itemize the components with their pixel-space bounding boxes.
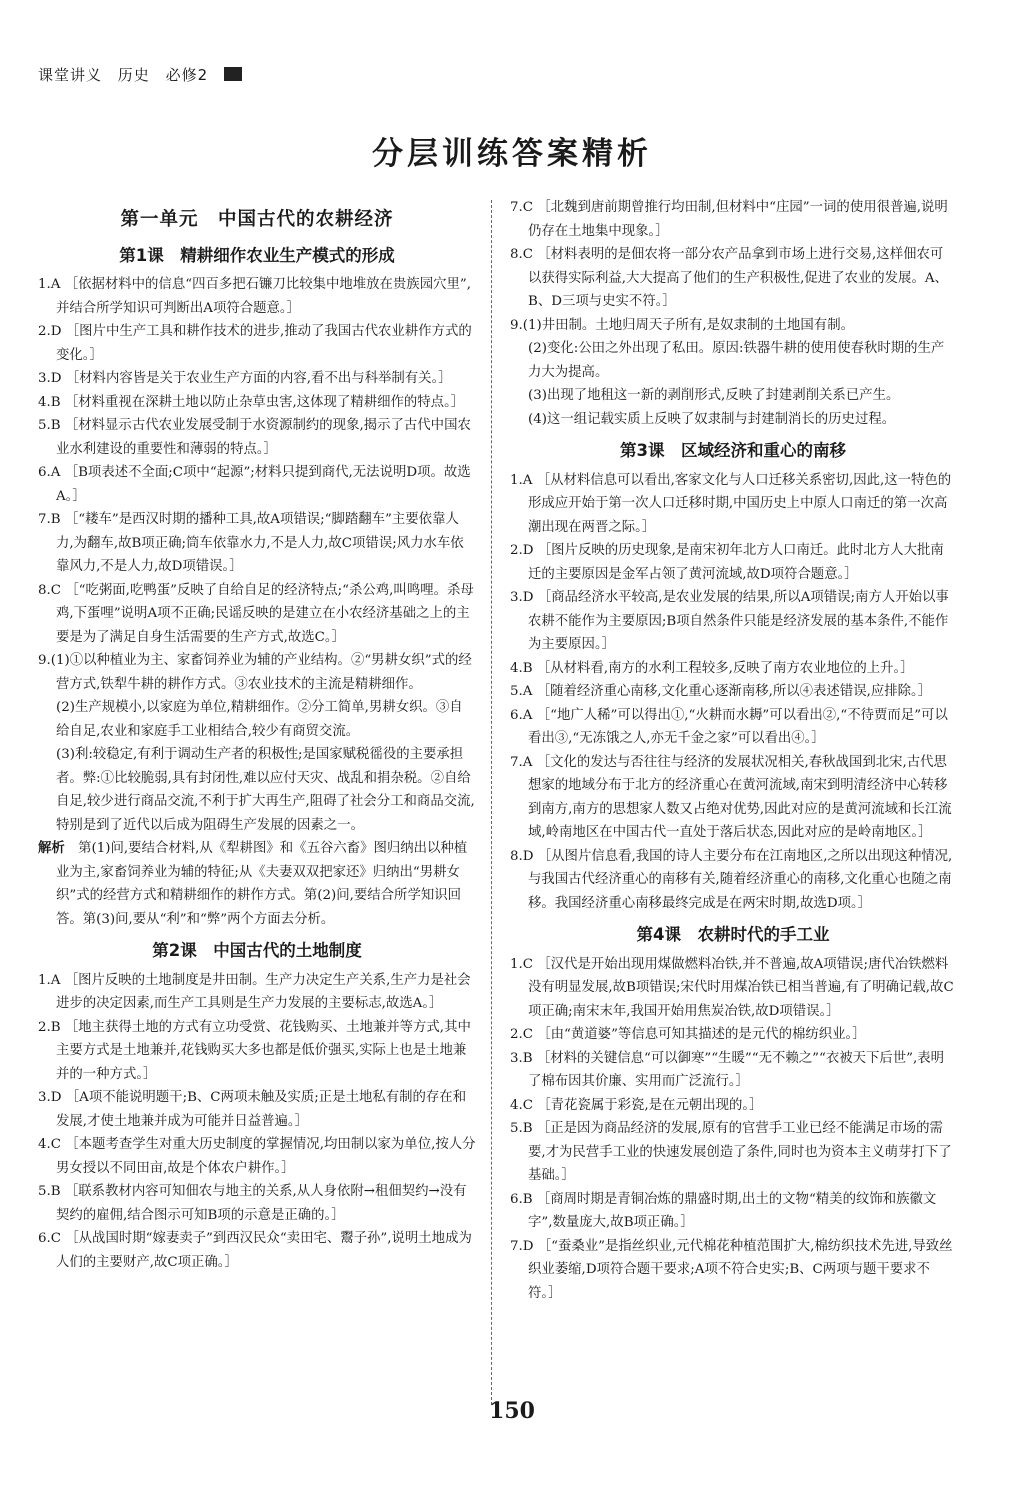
analysis-paragraph bbox=[38, 837, 476, 931]
header-subject: 历史 bbox=[117, 66, 150, 84]
lesson-2-title: 第2课 中国古代的土地制度 bbox=[152, 941, 362, 960]
answer-item: 6.A ［“地广人稀”可以得出①,“火耕而水耨”可以看出②,“不待贾而足”可以看出③,“无冻饿之人,亦无千金之家”可以看出④。］ bbox=[510, 707, 948, 746]
answer-subitem: (2)生产规模小,以家庭为单位,精耕细作。②分工简单,男耕女织。③自给自足,农业和家庭手工业相结合,较少有商贸交流。 bbox=[56, 700, 463, 739]
header-block-icon bbox=[224, 67, 242, 81]
answer-item: 5.A ［随着经济重心南移,文化重心逐渐南移,所以④表述错误,应排除。］ bbox=[510, 684, 932, 699]
analysis-label: 解析 bbox=[38, 840, 65, 856]
answer-item: 4.B ［从材料看,南方的水利工程较多,反映了南方农业地位的上升。］ bbox=[510, 660, 914, 676]
answer-item: 3.D ［商品经济水平较高,是农业发展的结果,所以A项错误;南方人开始以事农耕不能作为主要原因;B项自然条件只能是经济发展的基本条件,不能作为主要原因。］ bbox=[510, 590, 949, 652]
answer-item: 9.(1)①以种植业为主、家畜饲养业为辅的产业结构。②“男耕女织”式的经营方式,铁犁牛耕的耕作方式。③农业技术的主流是精耕细作。 bbox=[38, 653, 472, 692]
answer-subitem: (4)这一组记载实质上反映了奴隶制与封建制消长的历史过程。 bbox=[528, 411, 896, 427]
answer-subitem: (3)利:较稳定,有利于调动生产者的积极性;是国家赋税徭役的主要承担者。弊:①比较脆弱,具有封闭性,难以应付天灾、战乱和捐杂税。②自给自足,较少进行商品交流,不利于扩大再生产,阻碍了社会分工和商品交流,特别是到了近代以后成为阻碍生产发展的因素之一。 bbox=[56, 747, 475, 833]
answer-item: 6.C ［从战国时期“嫁妻卖子”到西汉民众“卖田宅、鬻子孙”,说明土地成为人们的主要财产,故C项正确。］ bbox=[38, 1231, 472, 1270]
page-title: 分层训练答案精析 bbox=[372, 136, 652, 172]
answer-item: 8.C ［“吃粥面,吃鸭蛋”反映了自给自足的经济特点;“杀公鸡,叫鸣哩。杀母鸡,下蛋哩”说明A项不正确;民谣反映的是建立在小农经济基础之上的主要是为了满足自身生活需要的生产方式,故选C。］ bbox=[38, 582, 474, 645]
answer-item: 2.C ［由“黄道婆”等信息可知其描述的是元代的棉纺织业。］ bbox=[510, 1027, 866, 1042]
answer-item: 8.C ［材料表明的是佃农将一部分农产品拿到市场上进行交易,这样佃农可以获得实际利益,大大提高了他们的生产积极性,促进了农业的发展。A、B、D三项与史实不符。］ bbox=[510, 247, 948, 309]
answer-item: 2.D ［图片反映的历史现象,是南宋初年北方人口南迁。此时北方人大批南迁的主要原因是金军占领了黄河流域,故D项符合题意。］ bbox=[510, 543, 944, 582]
answer-item: 7.B ［“耧车”是西汉时期的播种工具,故A项错误;“脚踏翻车”主要依靠人力,为翻车,故B项正确;筒车依靠水力,不是人力,故C项错误;风力水车依靠风力,不是人力,故D项错误。］ bbox=[38, 512, 464, 574]
page-number: 150 bbox=[489, 1398, 535, 1424]
column-divider bbox=[491, 200, 492, 1405]
answer-item: 5.B ［正是因为商品经济的发展,原有的官营手工业已经不能满足市场的需要,才为民营手工业的快速发展创造了条件,同时也为资本主义萌芽打下了基础。］ bbox=[510, 1121, 952, 1183]
header-volume: 必修2 bbox=[165, 66, 209, 84]
answer-item: 5.B ［联系教材内容可知佃农与地主的关系,从人身依附→租佃契约→没有契约的雇佣,结合图示可知B项的示意是正确的。］ bbox=[38, 1184, 467, 1223]
unit-title: 第一单元 中国古代的农耕经济 bbox=[120, 209, 394, 230]
answer-item: 1.A ［从材料信息可以看出,客家文化与人口迁移关系密切,因此,这一特色的形成应开始于第一次人口迁移时期,中国历史上中原人口南迁的第一次高潮出现在两晋之际。］ bbox=[510, 472, 952, 535]
answer-item: 3.B ［材料的关键信息“可以御寒”“生暖”“无不赖之”“衣被天下后世”,表明了棉布因其价廉、实用而广泛流行。］ bbox=[510, 1050, 945, 1089]
answer-item: 3.D ［材料内容皆是关于农业生产方面的内容,看不出与科举制有关。］ bbox=[38, 371, 452, 386]
header-book: 课堂讲义 bbox=[38, 66, 103, 84]
answer-item: 4.C ［青花瓷属于彩瓷,是在元朝出现的。］ bbox=[510, 1097, 763, 1113]
answer-item: 6.B ［商周时期是青铜冶炼的鼎盛时期,出土的文物“精美的纹饰和族徽文字”,数量庞大,故B项正确。］ bbox=[510, 1191, 937, 1230]
lesson-1-title: 第1课 精耕细作农业生产模式的形成 bbox=[119, 245, 395, 265]
answer-subitem: (2)变化:公田之外出现了私田。原因:铁器牛耕的使用使春秋时期的生产力大为提高。 bbox=[528, 341, 945, 380]
answer-item: 2.B ［地主获得土地的方式有立功受赏、花钱购买、土地兼并等方式,其中主要方式是土地兼并,花钱购买大多也都是低价强买,实际上也是土地兼并的一种方式。］ bbox=[38, 1019, 471, 1082]
analysis-text: 第(1)问,要结合材料,从《犁耕图》和《五谷六畜》图归纳出以种植业为主,家畜饲养业为辅的特征;从《夫妻双双把家还》归纳出“男耕女织”式的经营方式和精耕细作的耕作方式。第(2)问,要结合所学知识回答。第(3)问,要从“利”和“弊”两个方面去分析。 bbox=[56, 841, 468, 927]
answer-item: 1.A ［图片反映的土地制度是井田制。生产力决定生产关系,生产力是社会进步的决定因素,而生产工具则是生产力发展的主要标志,故选A。］ bbox=[38, 972, 471, 1011]
answer-item: 1.C ［汉代是开始出现用煤做燃料冶铁,并不普遍,故A项错误;唐代冶铁燃料没有明显发展,故B项错误;宋代时用煤冶铁已相当普遍,有了明确记载,故C项正确;南宋末年,我国开始用焦炭冶铁,故D项错误。］ bbox=[510, 956, 954, 1019]
answer-item: 5.B ［材料显示古代农业发展受制于水资源制约的现象,揭示了古代中国农业水利建设的重要性和薄弱的特点。］ bbox=[38, 418, 471, 457]
left-column bbox=[38, 200, 476, 1274]
answer-item: 7.D ［“蚕桑业”是指丝织业,元代棉花种植范围扩大,棉纺织技术先进,导致丝织业萎缩,D项符合题干要求;A项不符合史实;B、C两项与题干要求不符。］ bbox=[510, 1238, 953, 1301]
running-header bbox=[38, 64, 242, 85]
answer-item: 6.A ［B项表述不全面;C项中“起源”;材料只提到商代,无法说明D项。故选A。］ bbox=[38, 465, 471, 504]
answer-item: 9.(1)井田制。土地归周天子所有,是奴隶制的土地国有制。 bbox=[510, 317, 854, 333]
answer-item: 8.D ［从图片信息看,我国的诗人主要分布在江南地区,之所以出现这种情况,与我国古代经济重心的南移有关,随着经济重心的南移,文化重心也随之南移。我国经济重心南移最终完成是在两宋时期,故选D项。］ bbox=[510, 848, 953, 911]
lesson-3-title: 第3课 区域经济和重心的南移 bbox=[620, 441, 846, 460]
answer-item: 7.C ［北魏到唐前期曾推行均田制,但材料中“庄园”一词的使用很普遍,说明仍存在土地集中现象。］ bbox=[510, 200, 948, 239]
right-column bbox=[510, 196, 956, 1305]
lesson-4-title: 第4课 农耕时代的手工业 bbox=[636, 925, 830, 944]
answer-item: 1.A ［依据材料中的信息“四百多把石镰刀比较集中地堆放在贵族园穴里”,并结合所学知识可判断出A项符合题意。］ bbox=[38, 277, 471, 316]
answer-subitem: (3)出现了地租这一新的剥削形式,反映了封建剥削关系已产生。 bbox=[528, 388, 900, 403]
answer-item: 4.B ［材料重视在深耕土地以防止杂草虫害,这体现了精耕细作的特点。］ bbox=[38, 394, 465, 410]
answer-item: 4.C ［本题考查学生对重大历史制度的掌握情况,均田制以家为单位,按人分男女授以不同田亩,故是个体农户耕作。］ bbox=[38, 1137, 476, 1176]
answer-item: 7.A ［文化的发达与否往往与经济的发展状况相关,春秋战国到北宋,古代思想家的地域分布于北方的经济重心在黄河流域,南宋到明清经济中心转移到南方,南方的思想家人数又占绝对优势,因此对应的是黄河流域和长江流域,岭南地区在中国古代一直处于落后状态,因此对应的是岭南地区。］ bbox=[510, 754, 952, 840]
answer-item: 3.D ［A项不能说明题干;B、C两项未触及实质;正是土地私有制的存在和发展,才使土地兼并成为可能并日益普遍。］ bbox=[38, 1090, 467, 1129]
answer-item: 2.D ［图片中生产工具和耕作技术的进步,推动了我国古代农业耕作方式的变化。］ bbox=[38, 324, 472, 363]
